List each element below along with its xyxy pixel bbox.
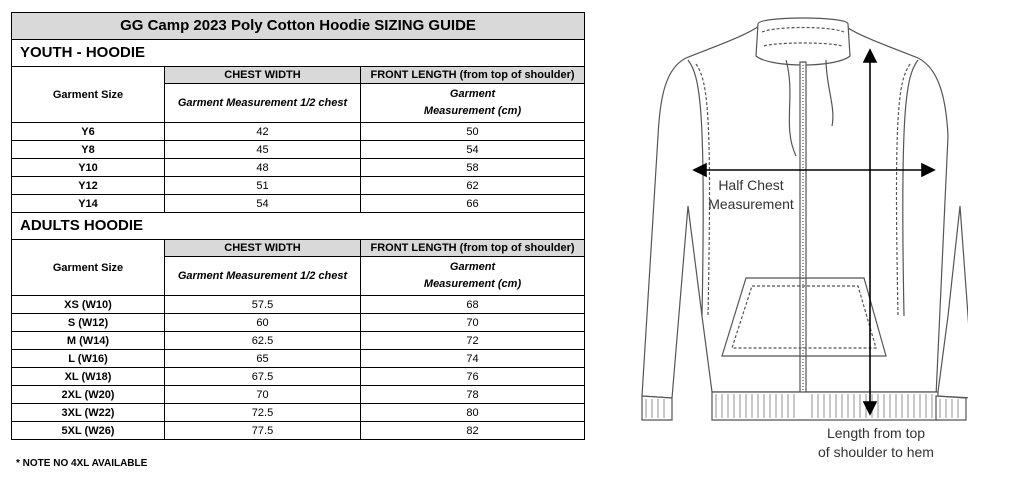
front-length-header: FRONT LENGTH (from top of shoulder): [361, 67, 585, 84]
hoodie-diagram: [636, 16, 968, 424]
table-row: Y8 45 54: [12, 141, 585, 159]
front-length-header: FRONT LENGTH (from top of shoulder): [361, 240, 585, 257]
table-row: L (W16) 65 74: [12, 350, 585, 368]
table-row: 3XL (W22) 72.5 80: [12, 404, 585, 422]
table-row: M (W14) 62.5 72: [12, 332, 585, 350]
table-row: 5XL (W26) 77.5 82: [12, 422, 585, 440]
chest-subheader: Garment Measurement 1/2 chest: [165, 84, 361, 123]
table-row: XS (W10) 57.5 68: [12, 296, 585, 314]
chest-width-header: CHEST WIDTH: [165, 67, 361, 84]
half-chest-label: Half Chest Measurement: [708, 177, 794, 212]
adults-section-title: ADULTS HOODIE: [12, 213, 585, 240]
availability-note: * NOTE NO 4XL AVAILABLE: [16, 458, 148, 469]
table-row: Y10 48 58: [12, 159, 585, 177]
length-subheader: Garment Measurement (cm): [361, 257, 585, 296]
chest-subheader: Garment Measurement 1/2 chest: [165, 257, 361, 296]
length-subheader: Garment Measurement (cm): [361, 84, 585, 123]
sizing-guide-table: [11, 12, 585, 440]
table-row: XL (W18) 67.5 76: [12, 368, 585, 386]
length-label: Length from top of shoulder to hem: [818, 425, 934, 460]
youth-section-title: YOUTH - HOODIE: [12, 40, 585, 67]
table-row: Y14 54 66: [12, 195, 585, 213]
garment-size-header: Garment Size: [12, 67, 165, 123]
table-row: Y6 42 50: [12, 123, 585, 141]
guide-title: GG Camp 2023 Poly Cotton Hoodie SIZING GUIDE: [12, 13, 585, 40]
table-row: 2XL (W20) 70 78: [12, 386, 585, 404]
garment-size-header: Garment Size: [12, 240, 165, 296]
table-row: Y12 51 62: [12, 177, 585, 195]
table-row: S (W12) 60 70: [12, 314, 585, 332]
chest-width-header: CHEST WIDTH: [165, 240, 361, 257]
